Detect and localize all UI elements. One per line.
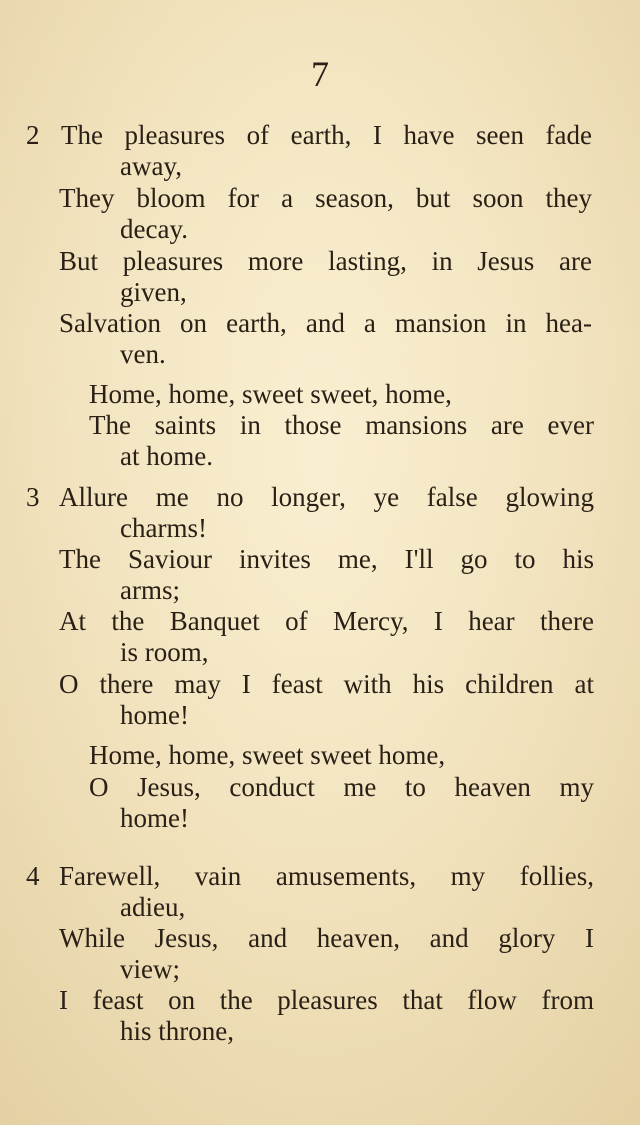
verse-line: Farewell, vain amusements, my follies, <box>59 861 594 891</box>
verse-line: But pleasures more lasting, in Jesus are <box>59 246 592 276</box>
verse-line: charms! <box>120 513 207 543</box>
verse-line: home! <box>120 700 189 730</box>
chorus-line: O Jesus, conduct me to heaven my <box>89 772 594 802</box>
verse-line: O there may I feast with his children at <box>59 669 594 699</box>
verse-line: The pleasures of earth, I have seen fade <box>61 120 592 150</box>
chorus-line: The saints in those mansions are ever <box>89 410 594 440</box>
page-number: 7 <box>311 54 329 94</box>
verse-line: adieu, <box>120 892 186 922</box>
verse-line: Allure me no longer, ye false glowing <box>59 482 594 512</box>
verse-line: Salvation on earth, and a mansion in hea- <box>59 308 592 338</box>
verse-line: The Saviour invites me, I'll go to his <box>59 544 594 574</box>
verse-line: At the Banquet of Mercy, I hear there <box>59 606 594 636</box>
verse-line: away, <box>120 151 182 181</box>
verse-number: 3 <box>26 482 40 512</box>
verse-line: is room, <box>120 637 209 667</box>
chorus-line: at home. <box>120 441 213 471</box>
verse-line: arms; <box>120 575 180 605</box>
verse-line: given, <box>120 277 187 307</box>
verse-line: his throne, <box>120 1016 234 1046</box>
verse-number: 2 <box>26 120 40 150</box>
verse-line: view; <box>120 954 180 984</box>
verse-line: While Jesus, and heaven, and glory I <box>59 923 594 953</box>
verse-line: decay. <box>120 214 188 244</box>
chorus-line: Home, home, sweet sweet, home, <box>89 379 452 409</box>
verse-line: ven. <box>120 339 166 369</box>
verse-line: I feast on the pleasures that flow from <box>59 985 594 1015</box>
verse-number: 4 <box>26 861 40 891</box>
chorus-line: Home, home, sweet sweet home, <box>89 740 446 770</box>
chorus-line: home! <box>120 803 189 833</box>
verse-line: They bloom for a season, but soon they <box>59 183 592 213</box>
